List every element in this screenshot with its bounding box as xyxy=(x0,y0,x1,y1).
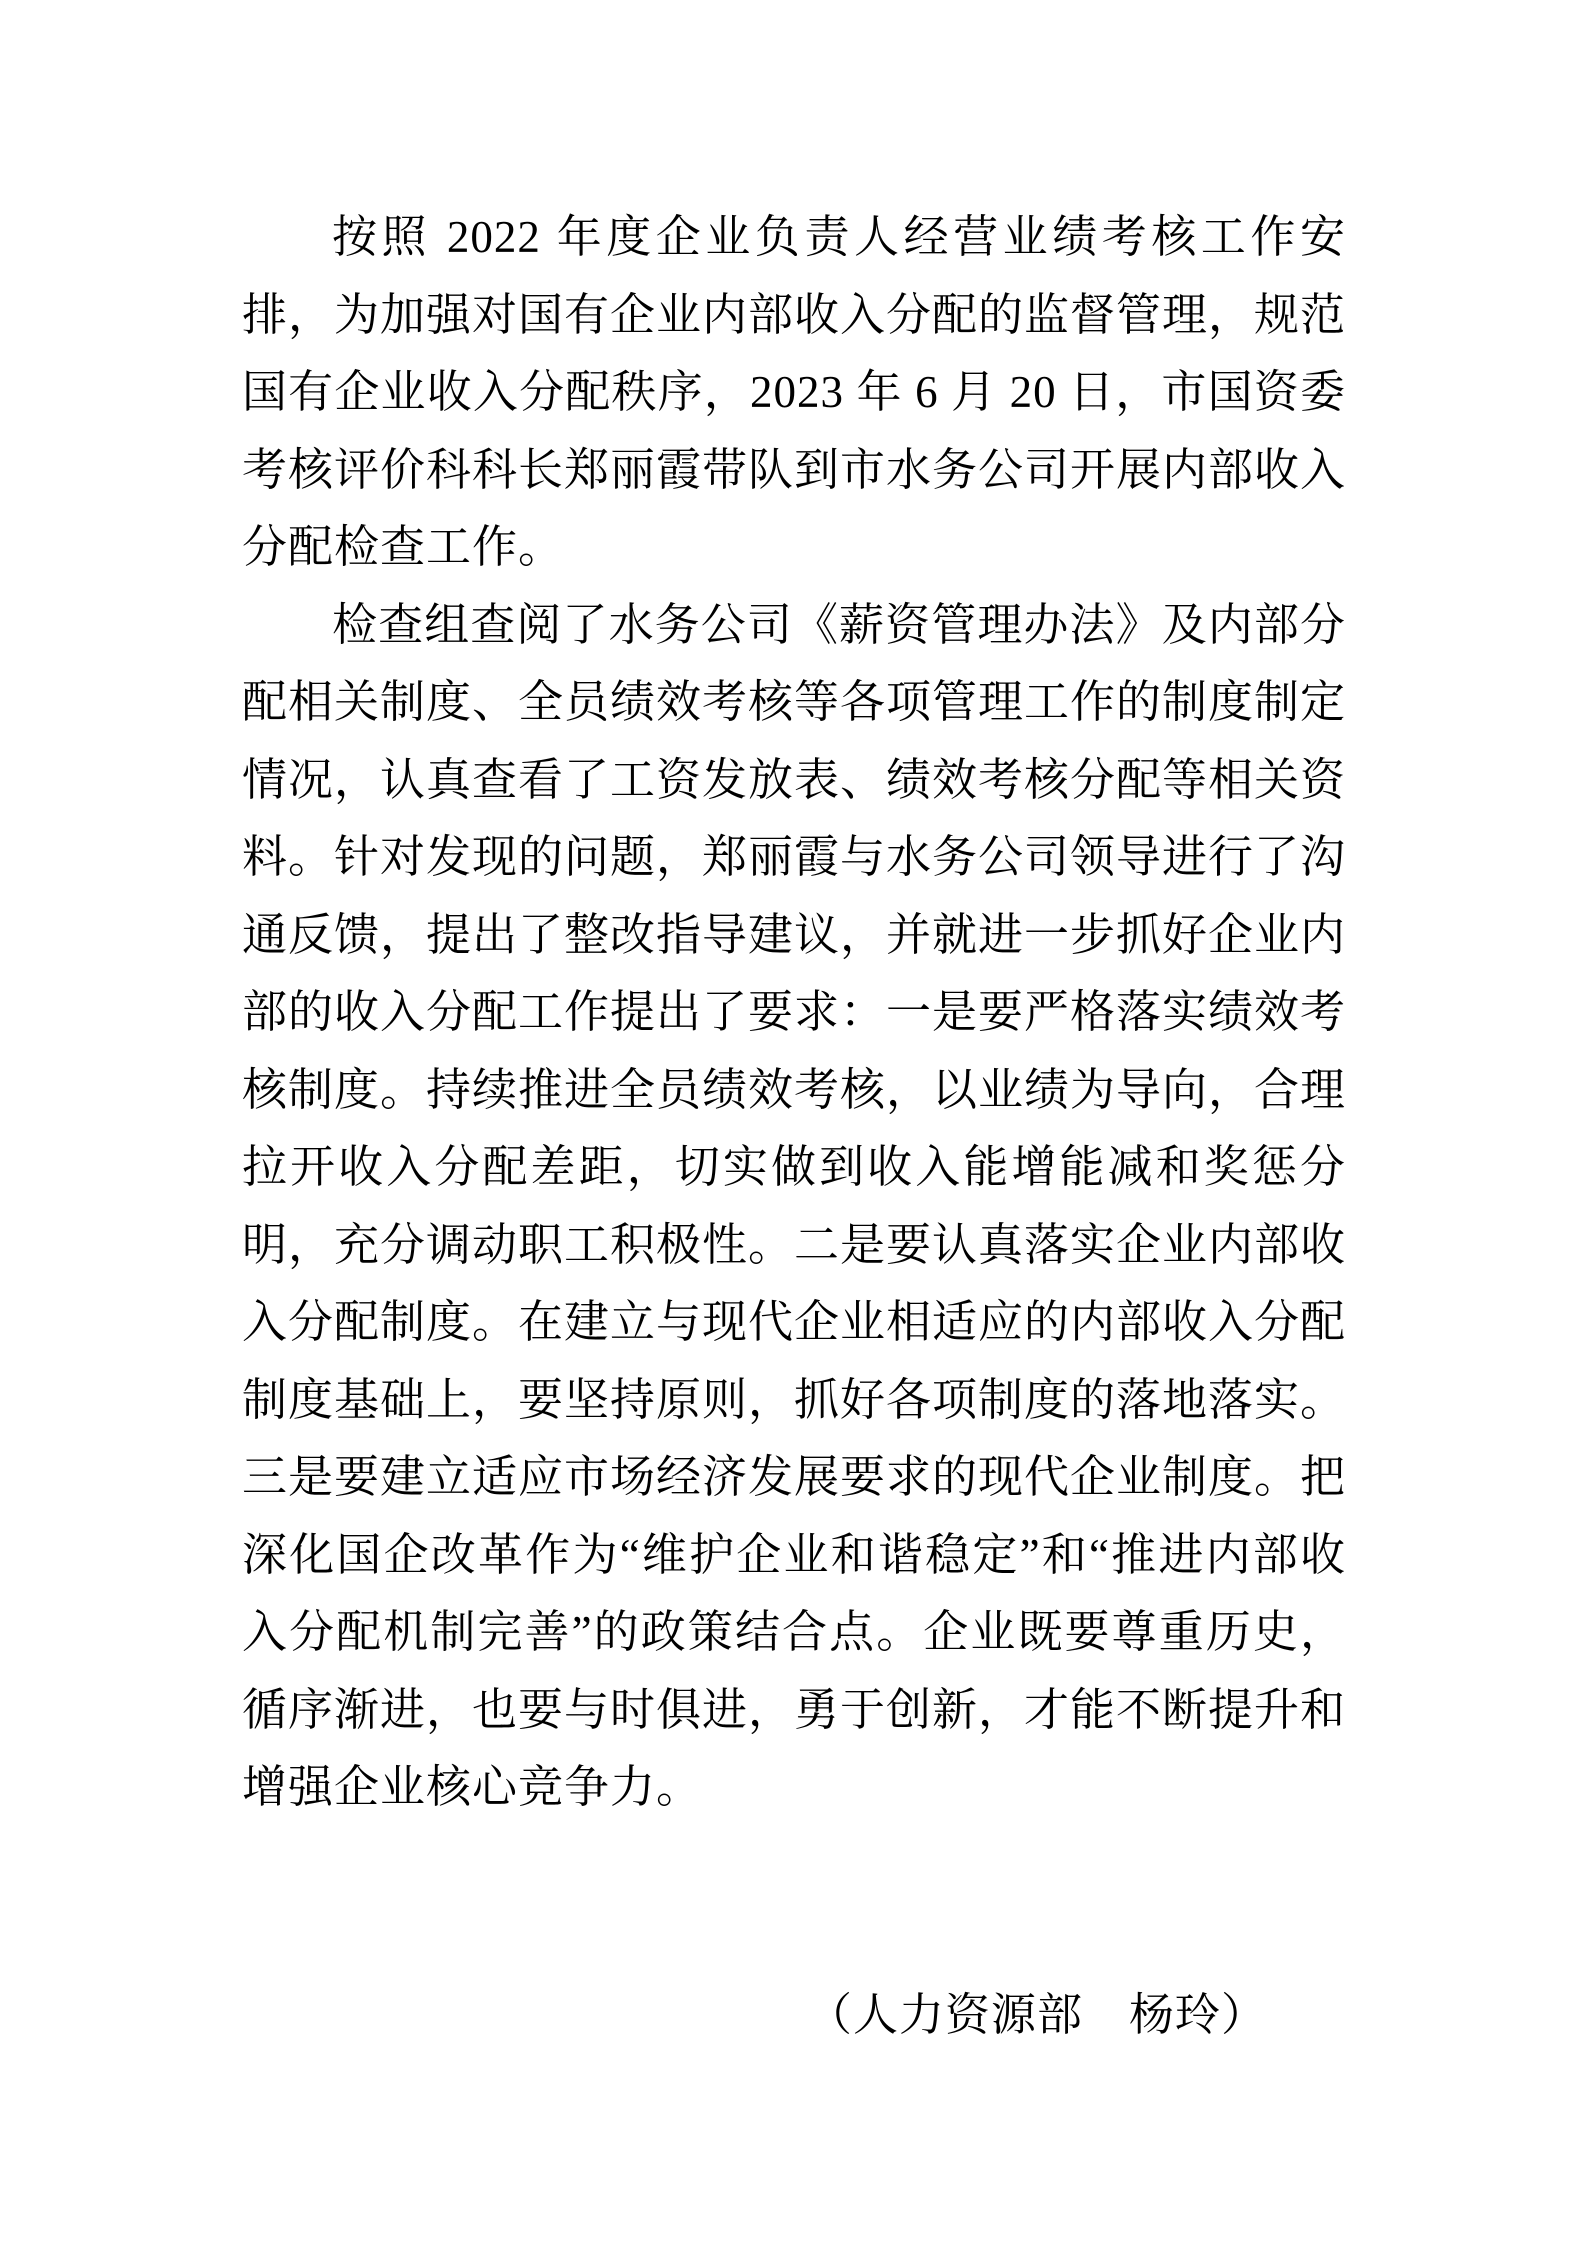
paragraph-inspection-intro: 按照 2022 年度企业负责人经营业绩考核工作安排，为加强对国有企业内部收入分配的监督管理，规范国有企业收入分配秩序，2023 年 6 月 20 日，市国资委考核评价科科长郑丽霞带队到市水务公司开展内部收入分配检查工作。 xyxy=(242,212,1347,572)
paragraph-inspection-findings: 检查组查阅了水务公司《薪资管理办法》及内部分配相关制度、全员绩效考核等各项管理工作的制度制定情况，认真查看了工资发放表、绩效考核分配等相关资料。针对发现的问题，郑丽霞与水务公司领导进行了沟通反馈，提出了整改指导建议，并就进一步抓好企业内部的收入分配工作提出了要求：一是要严格落实绩效考核制度。持续推进全员绩效考核，以业绩为导向，合理拉开收入分配差距，切实做到收入能增能减和奖惩分明，充分调动职工积极性。二是要认真落实企业内部收入分配制度。在建立与现代企业相适应的内部收入分配制度基础上，要坚持原则，抓好各项制度的落地落实。三是要建立适应市场经济发展要求的现代企业制度。把深化国企改革作为“维护企业和谐稳定”和“推进内部收入分配机制完善”的政策结合点。企业既要尊重历史，循序渐进，也要与时俱进，勇于创新，才能不断提升和增强企业核心竞争力。 xyxy=(242,599,1347,1812)
document-body xyxy=(242,199,1346,2054)
signature-line: （人力资源部 杨玲） xyxy=(806,1989,1267,2040)
